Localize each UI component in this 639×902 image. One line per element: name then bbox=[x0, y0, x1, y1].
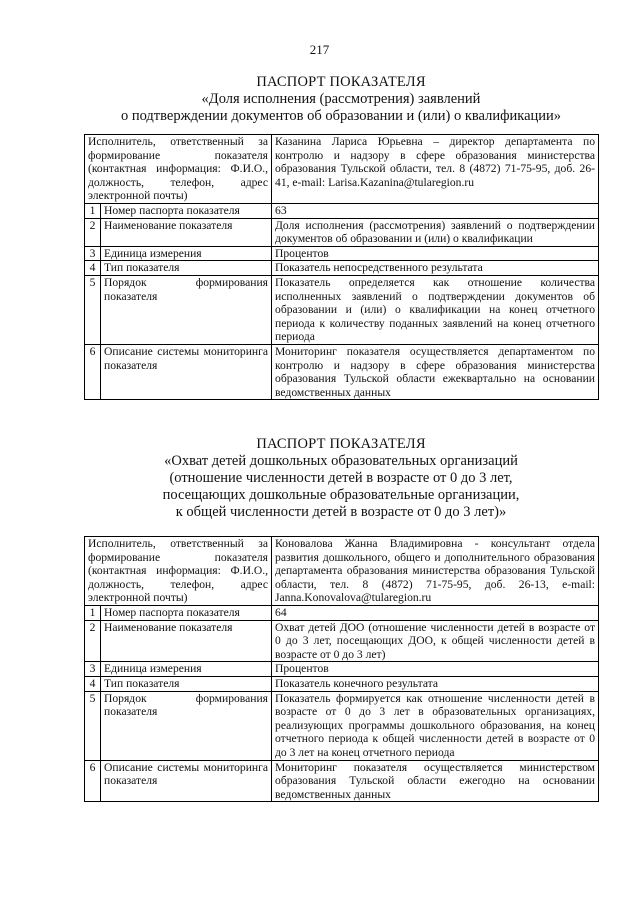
table-row bbox=[85, 203, 599, 218]
row-number: 4 bbox=[85, 261, 101, 276]
table-row bbox=[85, 760, 599, 802]
row-label: Тип показателя bbox=[101, 676, 272, 691]
table-row bbox=[85, 218, 599, 246]
row-label: Наименование показателя bbox=[101, 620, 272, 662]
row-label: Номер паспорта показателя bbox=[101, 605, 272, 620]
row-number: 4 bbox=[85, 676, 101, 691]
row-number: 1 bbox=[85, 605, 101, 620]
passport-heading: ПАСПОРТ ПОКАЗАТЕЛЯ bbox=[256, 436, 426, 452]
table-row bbox=[85, 620, 599, 662]
table-row bbox=[85, 537, 599, 606]
table-row bbox=[85, 261, 599, 276]
row-label: Описание системы мониторинга показателя bbox=[101, 760, 272, 802]
row-number: 5 bbox=[85, 275, 101, 344]
passport-title-line: «Охват детей дошкольных образовательных организаций bbox=[164, 453, 518, 469]
table-row bbox=[85, 135, 599, 204]
row-value: Доля исполнения (рассмотрения) заявлений о подтверждении документов об образовании и (или) о квалификации bbox=[272, 218, 599, 246]
row-value: Охват детей ДОО (отношение численности детей в возрасте от 0 до 3 лет, посещающих ДОО, к общей численности детей в возрасте от 0 до 3 лет) bbox=[272, 620, 599, 662]
passport-table bbox=[84, 134, 599, 400]
executor-value: Коновалова Жанна Владимировна - консультант отдела развития дошкольного, общего и дополнительного образования департамента образования министерства образования Тульской области, тел. 8 (4872) 71-75-95, доб. 26-13, e-mail: Janna.Konovalova@tularegion.ru bbox=[272, 537, 599, 606]
table-row bbox=[85, 605, 599, 620]
passport-heading: ПАСПОРТ ПОКАЗАТЕЛЯ bbox=[256, 74, 426, 90]
passport-table bbox=[84, 536, 599, 802]
row-number: 2 bbox=[85, 620, 101, 662]
row-label: Порядок формирования показателя bbox=[101, 275, 272, 344]
passport-title bbox=[84, 436, 598, 521]
row-value: Мониторинг показателя осуществляется департаментом по контролю и надзору в сфере образования министерства образования Тульской области ежеквартально на основании ведомственных данных bbox=[272, 344, 599, 399]
row-number: 2 bbox=[85, 218, 101, 246]
row-value: Показатель непосредственного результата bbox=[272, 261, 599, 276]
table-row bbox=[85, 676, 599, 691]
row-value: Мониторинг показателя осуществляется министерством образования Тульской области ежегодно на основании ведомственных данных bbox=[272, 760, 599, 802]
row-number: 3 bbox=[85, 246, 101, 261]
table-row bbox=[85, 275, 599, 344]
row-label: Единица измерения bbox=[101, 662, 272, 677]
passport-title-line: «Доля исполнения (рассмотрения) заявлений bbox=[201, 91, 481, 107]
row-label: Единица измерения bbox=[101, 246, 272, 261]
passport-title-line: к общей численности детей в возрасте от 0 до 3 лет)» bbox=[175, 504, 507, 520]
passport-title bbox=[84, 74, 598, 125]
table-row bbox=[85, 246, 599, 261]
row-label: Порядок формирования показателя bbox=[101, 691, 272, 760]
row-label: Тип показателя bbox=[101, 261, 272, 276]
passport-64 bbox=[84, 436, 598, 802]
row-value: Показатель конечного результата bbox=[272, 676, 599, 691]
row-label: Наименование показателя bbox=[101, 218, 272, 246]
table-row bbox=[85, 662, 599, 677]
row-number: 3 bbox=[85, 662, 101, 677]
row-value: Процентов bbox=[272, 246, 599, 261]
row-number: 6 bbox=[85, 344, 101, 399]
row-number: 6 bbox=[85, 760, 101, 802]
row-value: Показатель определяется как отношение количества исполненных заявлений о подтверждении документов об образовании и (или) о квалификации на конец отчетного периода к количеству поданных заявлений на конец отчетного периода bbox=[272, 275, 599, 344]
page-number: 217 bbox=[309, 42, 330, 57]
passport-title-line: посещающих дошкольные образовательные организации, bbox=[162, 487, 520, 503]
executor-label: Исполнитель, ответственный за формирование показателя (контактная информация: Ф.И.О., должность, телефон, адрес электронной почты) bbox=[85, 135, 272, 204]
executor-value: Казанина Лариса Юрьевна – директор департамента по контролю и надзору в сфере образования министерства образования Тульской области, тел. 8 (4872) 71-75-95, доб. 26-41, e-mail: Larisa.Kazanina@tularegion.ru bbox=[272, 135, 599, 204]
row-value: Процентов bbox=[272, 662, 599, 677]
row-label: Описание системы мониторинга показателя bbox=[101, 344, 272, 399]
row-value: 64 bbox=[272, 605, 599, 620]
executor-label: Исполнитель, ответственный за формирование показателя (контактная информация: Ф.И.О., должность, телефон, адрес электронной почты) bbox=[85, 537, 272, 606]
table-row bbox=[85, 691, 599, 760]
row-number: 5 bbox=[85, 691, 101, 760]
row-label: Номер паспорта показателя bbox=[101, 203, 272, 218]
passport-title-line: о подтверждении документов об образовании и (или) о квалификации» bbox=[120, 108, 562, 124]
row-number: 1 bbox=[85, 203, 101, 218]
row-value: 63 bbox=[272, 203, 599, 218]
table-row bbox=[85, 344, 599, 399]
passport-63 bbox=[84, 74, 598, 400]
row-value: Показатель формируется как отношение численности детей в возрасте от 0 до 3 лет в образовательных организациях, реализующих программы дошкольного образования, на конец отчетного периода к общей численности детей в возрасте от 0 до 3 лет на конец отчетного периода bbox=[272, 691, 599, 760]
passport-title-line: (отношение численности детей в возрасте от 0 до 3 лет, bbox=[169, 470, 513, 486]
